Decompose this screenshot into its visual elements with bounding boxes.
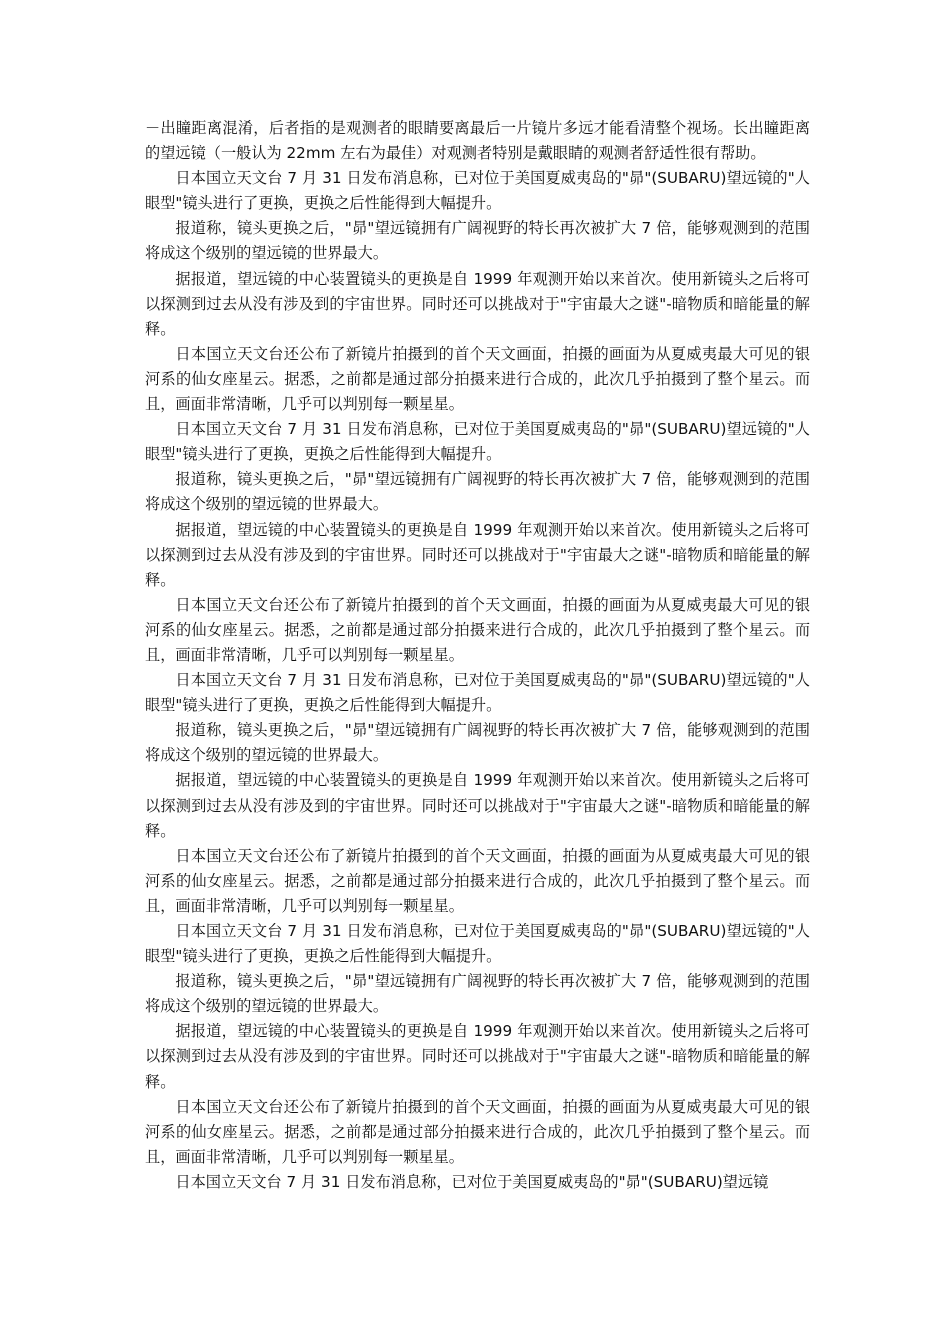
- paragraph: 报道称，镜头更换之后，"昴"望远镜拥有广阔视野的特长再次被扩大 7 倍，能够观测到的范围将成这个级别的望远镜的世界最大。: [145, 721, 810, 765]
- paragraph: 日本国立天文台 7 月 31 日发布消息称，已对位于美国夏威夷岛的"昴"(SUBARU)望远镜的"人眼型"镜头进行了更换，更换之后性能得到大幅提升。: [145, 169, 810, 213]
- paragraph: 据报道，望远镜的中心装置镜头的更换是自 1999 年观测开始以来首次。使用新镜头之后将可以探测到过去从没有涉及到的宇宙世界。同时还可以挑战对于"宇宙最大之谜"-暗物质和暗能量的解释。: [145, 1022, 810, 1091]
- paragraph: 日本国立天文台 7 月 31 日发布消息称，已对位于美国夏威夷岛的"昴"(SUBARU)望远镜的"人眼型"镜头进行了更换，更换之后性能得到大幅提升。: [145, 671, 810, 715]
- paragraph: 据报道，望远镜的中心装置镜头的更换是自 1999 年观测开始以来首次。使用新镜头之后将可以探测到过去从没有涉及到的宇宙世界。同时还可以挑战对于"宇宙最大之谜"-暗物质和暗能量的解释。: [145, 771, 810, 840]
- paragraph: 日本国立天文台还公布了新镜片拍摄到的首个天文画面，拍摄的画面为从夏威夷最大可见的银河系的仙女座星云。据悉，之前都是通过部分拍摄来进行合成的，此次几乎拍摄到了整个星云。而且，画面非常清晰，几乎可以判别每一颗星星。: [145, 846, 810, 915]
- paragraph: 日本国立天文台 7 月 31 日发布消息称，已对位于美国夏威夷岛的"昴"(SUBARU)望远镜: [175, 1172, 769, 1191]
- paragraph: 报道称，镜头更换之后，"昴"望远镜拥有广阔视野的特长再次被扩大 7 倍，能够观测到的范围将成这个级别的望远镜的世界最大。: [145, 470, 810, 514]
- paragraph: 报道称，镜头更换之后，"昴"望远镜拥有广阔视野的特长再次被扩大 7 倍，能够观测到的范围将成这个级别的望远镜的世界最大。: [145, 972, 810, 1016]
- paragraph: 据报道，望远镜的中心装置镜头的更换是自 1999 年观测开始以来首次。使用新镜头之后将可以探测到过去从没有涉及到的宇宙世界。同时还可以挑战对于"宇宙最大之谜"-暗物质和暗能量的解释。: [145, 520, 810, 589]
- paragraph-continued: －出瞳距离混淆，后者指的是观测者的眼睛要离最后一片镜片多远才能看清整个视场。长出瞳距离的望远镜（一般认为 22mm 左右为最佳）对观测者特别是戴眼睛的观测者舒适性很有帮助。: [145, 119, 810, 163]
- paragraph: 日本国立天文台还公布了新镜片拍摄到的首个天文画面，拍摄的画面为从夏威夷最大可见的银河系的仙女座星云。据悉，之前都是通过部分拍摄来进行合成的，此次几乎拍摄到了整个星云。而且，画面非常清晰，几乎可以判别每一颗星星。: [145, 344, 810, 414]
- document-body: [145, 116, 810, 1195]
- paragraph: 日本国立天文台还公布了新镜片拍摄到的首个天文画面，拍摄的画面为从夏威夷最大可见的银河系的仙女座星云。据悉，之前都是通过部分拍摄来进行合成的，此次几乎拍摄到了整个星云。而且，画面非常清晰，几乎可以判别每一颗星星。: [145, 1097, 810, 1166]
- paragraph: 据报道，望远镜的中心装置镜头的更换是自 1999 年观测开始以来首次。使用新镜头之后将可以探测到过去从没有涉及到的宇宙世界。同时还可以挑战对于"宇宙最大之谜"-暗物质和暗能量的解释。: [145, 269, 810, 338]
- paragraph: 日本国立天文台 7 月 31 日发布消息称，已对位于美国夏威夷岛的"昴"(SUBARU)望远镜的"人眼型"镜头进行了更换，更换之后性能得到大幅提升。: [145, 922, 810, 966]
- paragraph: 日本国立天文台还公布了新镜片拍摄到的首个天文画面，拍摄的画面为从夏威夷最大可见的银河系的仙女座星云。据悉，之前都是通过部分拍摄来进行合成的，此次几乎拍摄到了整个星云。而且，画面非常清晰，几乎可以判别每一颗星星。: [145, 595, 810, 664]
- paragraph: 报道称，镜头更换之后，"昴"望远镜拥有广阔视野的特长再次被扩大 7 倍，能够观测到的范围将成这个级别的望远镜的世界最大。: [145, 219, 810, 263]
- paragraph: 日本国立天文台 7 月 31 日发布消息称，已对位于美国夏威夷岛的"昴"(SUBARU)望远镜的"人眼型"镜头进行了更换，更换之后性能得到大幅提升。: [145, 420, 810, 464]
